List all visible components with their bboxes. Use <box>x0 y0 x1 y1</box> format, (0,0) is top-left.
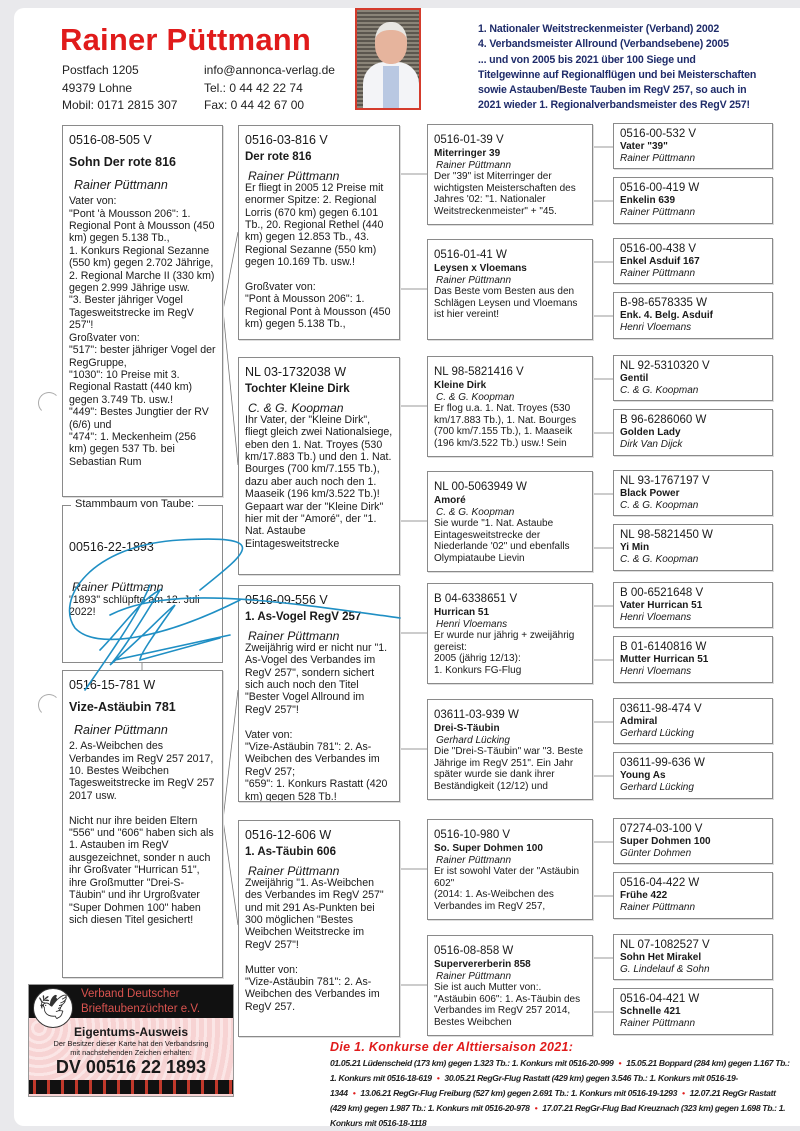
great-grandparent-box <box>427 124 593 225</box>
card-org-line: Verband Deutscher <box>81 988 180 1000</box>
address-line: 49379 Lohne <box>62 80 133 95</box>
owner-name: Henri Vloemans <box>620 611 692 623</box>
great-great-grandparent-box <box>613 238 773 284</box>
ring-number: B 96-6286060 W <box>620 414 707 426</box>
breeder-photo <box>355 8 421 110</box>
pigeon-name: Hurrican 51 <box>434 607 490 618</box>
pigeon-notes: Er ist sowohl Vater der "Astäubin 602" (2014: 1. As-Weibchen des Verbandes im RegV 257, <box>434 866 580 912</box>
great-grandparent-box <box>427 819 593 920</box>
ownership-card <box>28 984 234 1097</box>
pigeon-name: Vize-Astäubin 781 <box>69 700 176 715</box>
ring-number: 03611-98-474 V <box>620 703 702 715</box>
owner-name: Rainer Püttmann <box>620 901 696 913</box>
result-entry: 13.06.21 RegGr-Flug Freiburg (527 km) gegen 2.691 Tb.: 1. Konkurs mit 0516-19-1293 <box>360 1088 677 1098</box>
ring-number: NL 98-5821416 V <box>434 366 524 378</box>
great-great-grandparent-box <box>613 752 773 799</box>
achievement-line: sowie Astauben/Beste Tauben im RegV 257, so auch in <box>478 84 747 97</box>
owner-name: Rainer Püttmann <box>248 628 340 643</box>
ring-number: 0516-04-421 W <box>620 993 700 1005</box>
ring-number: 0516-00-438 V <box>620 243 697 255</box>
card-org-line: Brieftaubenzüchter e.V. <box>81 1002 201 1015</box>
owner-name: Rainer Püttmann <box>74 722 168 737</box>
grandparent-box <box>238 585 400 802</box>
owner-name: Rainer Püttmann <box>436 970 512 982</box>
pigeon-name: Leysen x Vloemans <box>434 263 527 274</box>
owner-name: Rainer Püttmann <box>620 152 696 164</box>
ring-number: NL 03-1732038 W <box>245 365 346 379</box>
subject-note: "1893" schlüpfte am 12. Juli 2022! <box>69 593 200 619</box>
result-entry: 12.07.21 RegGr Rastatt (429 km) gegen 1.987 Tb.: 1. Konkurs mit 0516-20-978 <box>330 1088 776 1113</box>
pigeon-name: Der rote 816 <box>245 151 312 164</box>
grandparent-box <box>238 125 400 340</box>
achievement-line: Titelgewinne auf Regionalflügen und bei Meisterschaften <box>478 68 757 81</box>
owner-name: Günter Dohmen <box>620 847 692 859</box>
ring-number: NL 98-5821450 W <box>620 529 713 541</box>
pigeon-name: Drei-S-Täubin <box>434 723 500 734</box>
owner-name: Rainer Püttmann <box>74 177 168 192</box>
ring-number: 0516-10-980 V <box>434 829 511 841</box>
mobile-line: Mobil: 0171 2815 307 <box>62 98 178 112</box>
great-great-grandparent-box <box>613 123 773 169</box>
owner-name: Gerhard Lücking <box>620 781 694 793</box>
ring-number: 0516-04-422 W <box>620 877 700 889</box>
ring-number: 0516-01-39 V <box>434 134 504 146</box>
owner-name: Rainer Püttmann <box>620 206 696 218</box>
owner-name: Henri Vloemans <box>620 321 692 333</box>
ring-number: 03611-99-636 W <box>620 757 705 769</box>
ring-number: 0516-12-606 W <box>245 828 332 842</box>
pigeon-name: Admiral <box>620 716 658 727</box>
pigeon-name: Young As <box>620 770 666 781</box>
great-great-grandparent-box <box>613 292 773 339</box>
subject-ring: 00516-22-1893 <box>69 540 154 554</box>
owner-name: G. Lindelauf & Sohn <box>620 963 710 975</box>
result-entry: 01.05.21 Lüdenscheid (173 km) gegen 1.323 Tb.: 1. Konkurs mit 0516-20-999 <box>330 1058 614 1068</box>
card-title: Eigentums-Ausweis <box>73 1025 189 1039</box>
fax-line: Fax: 0 44 42 67 00 <box>204 98 305 112</box>
ring-number: B 01-6140816 W <box>620 641 707 653</box>
ring-number: B-98-6578335 W <box>620 297 707 309</box>
achievements-list <box>478 22 756 114</box>
owner-name: Rainer Püttmann <box>436 159 512 171</box>
pigeon-name: Supervererberin 858 <box>434 959 531 970</box>
ring-number: 0516-15-781 W <box>69 678 156 692</box>
achievement-line: 4. Verbandsmeister Allround (Verbandsebene) 2005 <box>478 38 729 51</box>
ring-number: B 04-6338651 V <box>434 593 518 605</box>
pigeon-name: Sohn Der rote 816 <box>69 155 176 170</box>
pigeon-name: Yi Min <box>620 542 650 553</box>
owner-name: C. & G. Koopman <box>620 553 699 565</box>
owner-name: Rainer Püttmann <box>248 168 340 183</box>
pigeon-name: Frühe 422 <box>620 890 668 901</box>
owner-name: Rainer Püttmann <box>620 267 696 279</box>
pigeon-name: Miterringer 39 <box>434 148 501 159</box>
pigeon-name: So. Super Dohmen 100 <box>434 843 543 854</box>
pigeon-name: Enkelin 639 <box>620 195 676 206</box>
great-great-grandparent-box <box>613 524 773 571</box>
pigeon-name: Gentil <box>620 373 649 384</box>
pigeon-notes: Die "Drei-S-Täubin" war "3. Beste Jährige im RegV 251". Ein Jahr später wurde sie dank ihrer Beständigkeit (12/12) und <box>434 746 584 792</box>
owner-name: Rainer Püttmann <box>436 274 512 286</box>
great-great-grandparent-box <box>613 872 773 919</box>
owner-name: Henri Vloemans <box>620 665 692 677</box>
results-heading: Die 1. Konkurse der Alttiersaison 2021: <box>330 1040 574 1054</box>
results-list <box>330 1056 792 1131</box>
great-great-grandparent-box <box>613 636 773 683</box>
results-section <box>330 1040 792 1131</box>
pigeon-notes: Der "39" ist Miterringer der wichtigsten Meisterschaften des Jahres '02: "1. Nationaler Weitstreckenmeister" + "45. <box>434 171 576 217</box>
pigeon-name: Enkel Asduif 167 <box>620 256 700 267</box>
pigeon-name: Enk. 4. Belg. Asduif <box>620 310 713 321</box>
owner-name: C. & G. Koopman <box>248 400 344 415</box>
bullet-separator: • <box>352 1088 356 1098</box>
ring-number: 03611-03-939 W <box>434 709 519 721</box>
pigeon-name: Schnelle 421 <box>620 1006 681 1017</box>
great-grandparent-box <box>427 471 593 572</box>
subject-pigeon-box <box>62 498 223 663</box>
ring-number: 0516-00-419 W <box>620 182 700 194</box>
pigeon-name: Amoré <box>434 495 466 506</box>
pigeon-name: Kleine Dirk <box>434 380 487 391</box>
address-line: Postfach 1205 <box>62 63 139 77</box>
grandparent-box <box>238 820 400 1037</box>
pigeon-notes: Zweijährig "1. As-Weibchen des Verbandes im RegV 257" und mit 291 As-Punkten bei 300 möglichen "Bestes Weibchen Weitstrecke im RegV 257"! Mutter von: "Vize-Astäubin 781": 2. As-Weibchen des Verbandes im RegV 257. <box>245 876 384 1013</box>
sire-box <box>62 125 223 497</box>
pigeon-name: Black Power <box>620 488 680 499</box>
contact-block <box>204 62 335 115</box>
owner-name: C. & G. Koopman <box>620 499 699 511</box>
email-link[interactable]: info@annonca-verlag.de <box>204 63 335 77</box>
owner-name: Rainer Püttmann <box>620 1017 696 1029</box>
address-block <box>62 62 177 115</box>
owner-name: Gerhard Lücking <box>436 734 510 746</box>
owner-name: Rainer Püttmann <box>436 854 512 866</box>
card-desc-line: mit nachstehenden Zeichen erhalten: <box>70 1047 192 1057</box>
punch-hole-mark <box>38 694 60 716</box>
owner-name: C. & G. Koopman <box>436 506 515 518</box>
pigeon-name: 1. As-Vogel RegV 257 <box>245 611 362 624</box>
pigeon-notes: Das Beste vom Besten aus den Schlägen Leysen und Vloemans ist hier vereint! <box>434 286 578 321</box>
great-grandparent-box <box>427 583 593 684</box>
pigeon-name: Vater "39" <box>620 141 668 152</box>
owner-name: Dirk Van Dijck <box>620 438 683 450</box>
ring-number: 0516-08-505 V <box>69 133 152 147</box>
great-great-grandparent-box <box>613 409 773 456</box>
ring-number: NL 92-5310320 V <box>620 360 710 372</box>
pigeon-name: Golden Lady <box>620 427 681 438</box>
punch-hole-mark <box>38 392 60 414</box>
bullet-separator: • <box>618 1058 622 1068</box>
pigeon-name: Super Dohmen 100 <box>620 836 711 847</box>
bullet-separator: • <box>682 1088 685 1098</box>
great-great-grandparent-box <box>613 355 773 401</box>
great-great-grandparent-box <box>613 698 773 744</box>
card-ring-number: DV 00516 22 1893 <box>55 1057 207 1077</box>
great-great-grandparent-box <box>613 582 773 628</box>
great-grandparent-box <box>427 356 593 457</box>
pigeon-notes: Sie ist auch Mutter von:. "Astäubin 606": 1. As-Täubin des Verbandes im RegV 257 2014, Bestes Weibchen <box>434 982 581 1028</box>
owner-name: Gerhard Lücking <box>620 727 694 739</box>
great-great-grandparent-box <box>613 470 773 516</box>
pigeon-notes: Zweijährig wird er nicht nur "1. As-Vogel des Verbandes im RegV 257", sondern sichert sich auch noch den Titel "Bester Vogel Allround im RegV 257"! Vater von: "Vize-Astäubin 781": 2. As-Weibchen des Verbandes im RegV 257; "659": 1. Konkurs Rastatt (420 km) gegen 528 Tb.! <box>245 641 388 802</box>
pigeon-notes: Er flog u.a. 1. Nat. Troyes (530 km/17.883 Tb.), 1. Nat. Bourges (700 km/7.155 Tb.), 1. Maaseik (196 km/3.522 Tb.) usw.! Sein <box>434 403 577 449</box>
result-entry: 15.05.21 Boppard (284 km) gegen 1.167 Tb.: 1. Konkurs mit 0516-18-619 <box>330 1058 790 1083</box>
result-entry: 17.07.21 RegGr-Flug Bad Kreuznach (323 km) gegen 1.698 Tb.: 1. Konkurs mit 0516-18-1118 <box>330 1103 786 1128</box>
breeder-name: Rainer Püttmann <box>60 22 312 57</box>
great-great-grandparent-box <box>613 177 773 224</box>
achievement-line: ... und von 2005 bis 2021 über 100 Siege und <box>478 53 696 66</box>
ring-number: 0516-08-858 W <box>434 945 514 957</box>
pigeon-notes: Vater von: "Pont 'à Mousson 206": 1. Regional Pont à Mousson (450 km) gegen 5.138 Tb., 1. Konkurs Regional Sezanne (550 km) gegen 2.702 Jährige, 2. Regional Marche II (330 km) gegen 2.999 Jährige usw. "3. Bester jähriger Vogel Tagesweitstrecke im RegV 257"! Großvater von: "517": bester jähriger Vogel der RegGruppe, "1030": 10 Preise mit 3. Regional Rastatt (440 km) gegen 3.749 Tb. usw.! "449": Bestes Jungtier der RV (6/6) und "474": 1. Meckenheim (256 km) gegen 537 Tb. bei Sebastian Rum <box>69 195 216 468</box>
phone-line: Tel.: 0 44 42 22 74 <box>204 80 303 95</box>
great-great-grandparent-box <box>613 818 773 864</box>
pigeon-notes: Sie wurde "1. Nat. Astaube Eintagesweitstrecke der Niederlande '02" und ebenfalls Olympiataube Lievin <box>434 518 570 564</box>
ring-number: 0516-00-532 V <box>620 128 697 140</box>
ring-number: 0516-01-41 W <box>434 249 507 261</box>
bullet-separator: • <box>436 1073 440 1083</box>
pigeon-name: Vater Hurrican 51 <box>620 600 703 611</box>
pigeon-name: Tochter Kleine Dirk <box>245 383 350 396</box>
owner-name: C. & G. Koopman <box>436 391 515 403</box>
subject-owner: Rainer Püttmann <box>72 580 164 595</box>
ring-number: 0516-03-816 V <box>245 133 328 147</box>
great-grandparent-box <box>427 935 593 1036</box>
pigeon-notes: Ihr Vater, der "Kleine Dirk", fliegt gleich zwei Nationalsiege, eben den 1. Nat. Troyes (530 km/17.883 Tb.) und den 1. Nat. Bourges (700 km/7.155 Tb.), dazu aber auch noch den 1. Maaseik (196 km/3.522 Tb.)! Gepaart war der "Kleine Dirk" hier mit der "Amoré", der "1. Nat. Astaube Eintagesweitstrecke <box>245 413 393 550</box>
subject-legend: Stammbaum von Taube: <box>71 498 198 510</box>
great-great-grandparent-box <box>613 988 773 1035</box>
great-grandparent-box <box>427 239 593 340</box>
pigeon-name: Mutter Hurrican 51 <box>620 654 709 665</box>
great-great-grandparent-box <box>613 934 773 980</box>
great-grandparent-box <box>427 699 593 800</box>
achievement-line: 1. Nationaler Weitstreckenmeister (Verband) 2002 <box>478 23 720 35</box>
card-description <box>29 1040 233 1057</box>
ring-number: NL 93-1767197 V <box>620 475 710 487</box>
pigeon-name: 1. As-Täubin 606 <box>245 846 336 859</box>
ring-number: NL 00-5063949 W <box>434 481 527 493</box>
ring-number: B 00-6521648 V <box>620 587 704 599</box>
owner-name: C. & G. Koopman <box>620 384 699 396</box>
owner-name: Rainer Püttmann <box>248 863 340 878</box>
ring-number: 07274-03-100 V <box>620 823 703 835</box>
grandparent-box <box>238 357 400 575</box>
achievement-line: 2021 wieder 1. Regionalverbandsmeister des RegV 257! <box>478 99 750 112</box>
pigeon-notes: 2. As-Weibchen des Verbandes im RegV 257 2017, 10. Bestes Weibchen Tagesweitstrecke im RegV 257 2017 usw. Nicht nur ihre beiden Eltern "556" und "606" haben sich als 1. Astauben im RegV ausgezeichnet, sonder n auch ihr Großvater "Hurrican 51", ihre Großmutter "Drei-S-Täubin" und ihr Urgroßvater "Super Dohmen 100" haben sich diesen Titel gesichert! <box>69 740 215 926</box>
owner-name: Henri Vloemans <box>436 618 508 630</box>
dove-logo-icon: 🕊 <box>33 988 73 1028</box>
pigeon-notes: Er wurde nur jährig + zweijährig gereist: 2005 (jährig 12/13): 1. Konkurs FG-Flug <box>434 630 575 676</box>
card-desc-line: Der Besitzer dieser Karte hat den Verbandsring <box>53 1039 209 1048</box>
ring-number: NL 07-1082527 V <box>620 939 710 951</box>
dam-box <box>62 670 223 978</box>
bullet-separator: • <box>534 1103 538 1113</box>
pigeon-notes: Er fliegt in 2005 12 Preise mit enormer Spitze: 2. Regional Lorris (670 km) gegen 6.101 Tb., 20. Regional Rethel (440 km) gegen 12.853 Tb., 43. Regional Sezanne (550 km) gegen 10.169 Tb. usw.! Großvater von: "Pont à Mousson 206": 1. Regional Pont à Mousson (450 km) gegen 5.138 Tb., <box>245 181 391 331</box>
result-entry: 30.05.21 RegGr-Flug Rastatt (429 km) gegen 3.546 Tb.: 1. Konkurs mit 0516-19-1344 <box>330 1073 738 1098</box>
ring-number: 0516-09-556 V <box>245 593 328 607</box>
pigeon-name: Sohn Het Mirakel <box>620 952 702 963</box>
card-org <box>81 987 200 1016</box>
